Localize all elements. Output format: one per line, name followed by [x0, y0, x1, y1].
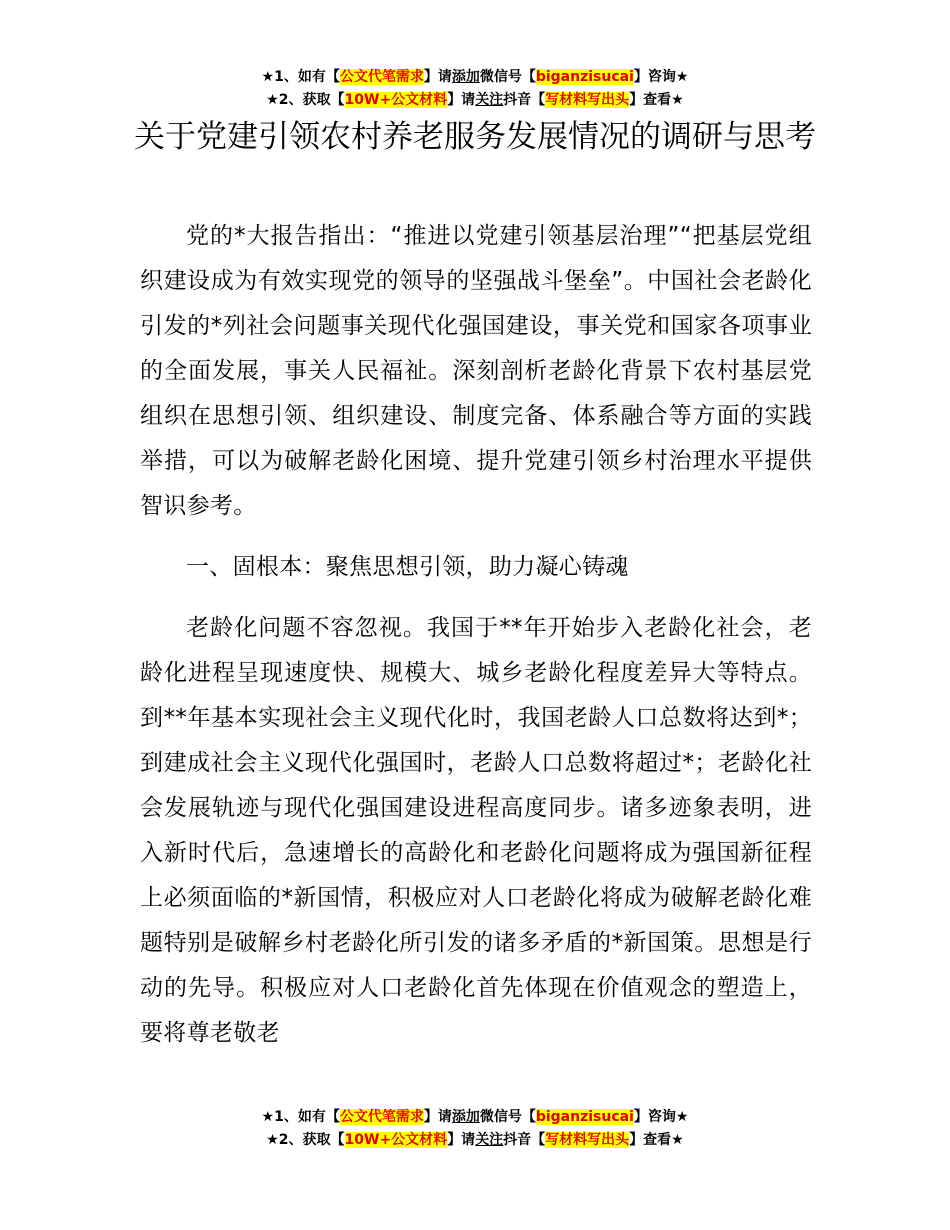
banner-highlight: 写材料写出头 [545, 1132, 630, 1148]
banner-highlight: 10W+公文材料 [344, 1132, 448, 1148]
paragraph-body: 老龄化问题不容忽视。我国于**年开始步入老龄化社会，老龄化进程呈现速度快、规模大、城乡老龄化程度差异大等特点。到**年基本实现社会主义现代化时，我国老龄人口总数将达到*；到建成社会主义现代化强国时，老龄人口总数将超过*；老龄化社会发展轨迹与现代化强国建设进程高度同步。诸多迹象表明，进入新时代后，急速增长的高龄化和老龄化问题将成为强国新征程上必须面临的*新国情，积极应对人口老龄化将成为破解老龄化难题特别是破解乡村老龄化所引发的诸多矛盾的*新国策。思想是行动的先导。积极应对人口老龄化首先体现在价值观念的塑造上，要将尊老敬老 [140, 615, 812, 1046]
section-heading: 一、固根本：聚焦思想引领，助力凝心铸魂 [186, 554, 629, 580]
banner-text: 】请 [423, 69, 452, 85]
banner-text: 】查看★ [629, 92, 684, 108]
banner-text: 】咨询★ [633, 1109, 689, 1125]
banner-text: ★1、如有【 [261, 69, 340, 85]
footer-banner [0, 1106, 950, 1152]
document-title: 关于党建引领农村养老服务发展情况的调研与思考 [134, 119, 816, 155]
banner-underlined-text: 关注 [475, 1132, 504, 1148]
banner-text: 】请 [447, 92, 476, 108]
banner-text: 】请 [447, 1132, 476, 1148]
header-banner [0, 66, 950, 112]
banner-text: 】查看★ [629, 1132, 684, 1148]
banner-text: 抖音【 [503, 92, 546, 108]
banner-line-1 [0, 66, 950, 89]
banner-text: ★1、如有【 [261, 1109, 340, 1125]
banner-line-2 [0, 1129, 950, 1152]
banner-highlight: biganzisucai [535, 69, 634, 85]
banner-underlined-text: 关注 [475, 92, 504, 108]
banner-underlined-text: 添加 [451, 1109, 480, 1125]
banner-highlight: biganzisucai [535, 1109, 634, 1125]
banner-text: 微信号【 [479, 1109, 536, 1125]
banner-underlined-text: 添加 [451, 69, 480, 85]
banner-highlight: 写材料写出头 [545, 92, 630, 108]
banner-line-1 [0, 1106, 950, 1129]
banner-text: 】请 [423, 1109, 452, 1125]
document-body [140, 214, 812, 1056]
banner-line-2 [0, 89, 950, 112]
banner-text: ★2、获取【 [266, 92, 345, 108]
banner-text: ★2、获取【 [266, 1132, 345, 1148]
banner-text: 】咨询★ [633, 69, 689, 85]
banner-text: 抖音【 [503, 1132, 546, 1148]
banner-highlight: 10W+公文材料 [344, 92, 448, 108]
banner-text: 微信号【 [479, 69, 536, 85]
paragraph-intro: 党的*大报告指出：“推进以党建引领基层治理”“把基层党组织建设成为有效实现党的领导的坚强战斗堡垒”。中国社会老龄化引发的*列社会问题事关现代化强国建设，事关党和国家各项事业的全面发展，事关人民福祉。深刻剖析老龄化背景下农村基层党组织在思想引领、组织建设、制度完备、体系融合等方面的实践举措，可以为破解老龄化困境、提升党建引领乡村治理水平提供智识参考。 [140, 223, 812, 519]
banner-highlight: 公文代笔需求 [339, 1109, 424, 1125]
banner-highlight: 公文代笔需求 [339, 69, 424, 85]
